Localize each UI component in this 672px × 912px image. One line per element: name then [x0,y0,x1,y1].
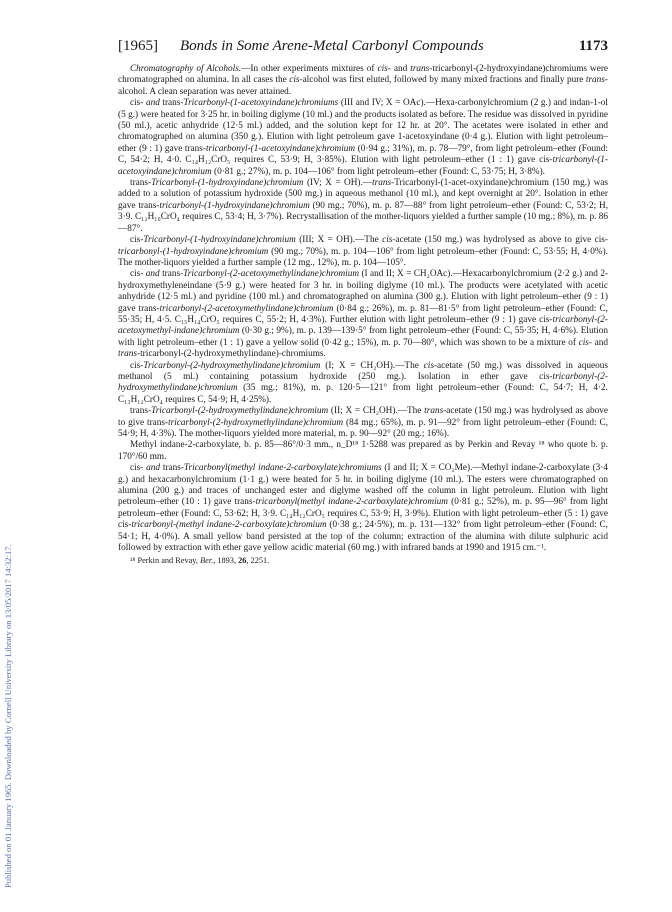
text-run: -acetate (150 mg.) was hydrolysed as above to give cis- [392,235,608,246]
text-run: (I and II; X = CH₂OAc).—Hexacarbonylchromium (2·2 g.) and 2-hydroxymethyleneindane (5·9 g.) were heated for 3 hr. in boiling diglyme (10 ml.). The products were acetylated with acetic anhydride (12·5 ml.) and pyridine (100 ml.) and chromatographed on alumina (300 g.). Elution with light petroleum–ether (9 : 1) gave trans- [118,269,609,314]
italic-text: tricarbonyl-(2-acetoxymethyl-indane)chromium [118,314,608,337]
text-run: -alcohol. A clean separation was never attained. [118,75,608,97]
italic-text: cis [382,235,393,246]
text-run: -acetate (50 mg.) was dissolved in aqueous methanol (5 ml.) containing potassium hydroxide (250 mg.). Isolation in ether gave cis- [118,360,608,382]
text-run: (III; X = OH).—The [295,235,383,246]
text-run: cis- [130,463,147,474]
italic-text: cis- [377,64,391,74]
footnote [118,555,608,566]
italic-text: Chromatography of Alcohols. [130,64,242,74]
italic-text: tricarbonyl-(1-acetoxyindane)chromium [205,143,356,154]
italic-text: tricarbonyl-(1-acetoxyindane)chromium [118,155,608,177]
article-body [118,64,608,567]
paragraph [118,178,608,235]
text-run: (90 mg.; 70%), m. p. 104—106° from light petroleum–ether (Found: C, 53·55; H, 4·0%). The mother-liquors yielded a further sample (12 mg., 12%), m. p. 104—105°. [118,246,608,268]
paragraph [118,361,608,407]
italic-text: and [145,98,160,109]
text-run: cis- [130,360,144,371]
italic-text: tricarbonyl-(1-hydroxyindane)chromium [118,246,269,257]
footnote-volume: 26 [238,556,247,566]
italic-text: tricarbonyl-(2-acetoxymethylindane)chromium [159,303,334,314]
italic-text: cis [289,75,300,86]
text-run: (0·38 g.; 24·5%), m. p. 131—132° from light petroleum–ether (Found: C, 54·1; H, 4·0%). A small yellow band persisted at the top of the column; extraction of the alumina with dilute sulphuric acid followed by extraction with ether gave yellow acidic material (60 mg.) with infrared bands at 1990 and 1915 cm.⁻¹. [118,520,608,554]
text-run: Methyl indane-2-carboxylate, b. p. 85—86°/0·3 mm., n_D¹⁸ 1·5288 was prepared as by Perkin and Revay ¹⁸ who quote b. p. 170°/60 mm. [118,440,608,462]
text-run: (IV; X = OH).— [303,178,373,189]
italic-text: Tricarbonyl-(1-hydroxyindane)chromium [143,235,296,246]
italic-text: Tricarbonyl-(2-acetoxymethylindane)chromium [183,269,360,280]
text-run: -tricarbonyl-(2-hydroxyindane)chromiums were chromatographed on alumina. In all cases the [118,64,609,86]
footnote-pages: , 2251. [246,556,270,566]
italic-text: Tricarbonyl-(2-hydroxymethylindane)chromium [143,360,321,371]
text-run: trans- [130,406,152,417]
paragraph [118,440,608,463]
italic-text: tricarbonyl(methyl indane-2-carboxylate)chromium [255,497,448,508]
italic-text: Tricarbonyl(methyl indane-2-carboxylate)chromiums [183,463,382,474]
footnote-mark: ¹⁸ [130,556,136,566]
italic-text: and [146,463,161,474]
text-run: -acetate (150 mg.) was hydrolysed as above to give trans- [118,406,608,428]
text-run: (35 mg.; 81%), m. p. 120·5—121° from light petroleum–ether (Found: C, 54·7; H, 4·2. C₁₃H₁₂CrO₄ requires C, 54·9; H, 4·25%). [118,383,608,405]
header-title: Bonds in Some Arene-Metal Carbonyl Compounds [180,38,484,54]
italic-text: cis [423,360,434,371]
text-run: cis- [130,235,144,246]
paragraph [118,64,608,98]
footnote-journal: Ber. [200,556,214,566]
text-run: trans- [130,178,152,189]
paragraph [118,98,608,178]
text-run: (0·94 g.; 31%), m. p. 78—79°, from light petroleum–ether (Found: C, 54·2; H, 4·0. C₁₄H₁₂CrO₅ requires C, 53·9; H, 3·85%). Elution with light petroleum–ether (1 : 1) gave cis- [118,143,608,166]
italic-text: Tricarbonyl-(1-acetoxyindane)chromiums [183,98,339,109]
italic-text: tricarbonyl-(methyl indane-2-carboxylate)chromium [131,520,327,531]
italic-text: tricarbonyl-(2-hydroxymethylindane)chromium [118,371,608,394]
text-run: cis- [130,98,146,109]
header-year: [1965] [118,38,158,54]
text-run: cis- [130,269,146,280]
text-run: trans- [159,98,184,109]
text-run: -tricarbonyl-(2-hydroxymethylindane)-chromiums. [137,349,326,360]
text-run: (0·81 g.; 27%), m. p. 104—106° from light petroleum–ether (Found: C, 53·75; H, 3·8%). [211,166,545,177]
italic-text: tricarbonyl-(2-hydroxymethylindane)chromium [168,417,344,428]
italic-text: tricarbonyl-(1-hydroxyindane)chromium [159,200,310,211]
footnote-text: Perkin and Revay, [135,556,201,566]
italic-text: Tricarbonyl-(1-hydroxyindane)chromium [151,178,304,189]
text-run: trans- [159,269,184,280]
running-header [118,38,608,60]
paragraph [118,269,608,360]
italic-text: cis- [578,337,592,348]
page-number: 1173 [578,38,608,54]
download-watermark [0,0,26,912]
text-run: —In other experiments mixtures of [241,64,378,74]
text-run: (0·84 g.; 26%), m. p. 81—81·5° from light petroleum–ether (Found: C, 55·35; H, 4·5. C₁₅H₁₄CrO₅ requires C, 55·2; H, 4·3%). Further elution with light petroleum–ether (9 : 1) gave cis- [118,303,608,325]
text-run: (II; X = CH₂OH).—The [328,406,425,417]
italic-text: Tricarbonyl-(2-hydroxymethylindane)chromium [151,406,329,417]
italic-text: trans [585,75,605,86]
text-run: (III and IV; X = OAc).—Hexa-carbonylchromium (2 g.) and indan-1-ol (5 g.) were heated for 3·25 hr. in boiling diglyme (10 ml.) and the products isolated as before. The residue was dissolved in pyridine (50 ml.), acetic anhydride (12·5 ml.) added, and the solution kept for 12 hr. at 20°. The acetates were isolated in ether and chromatographed on alumina (350 g.). Elution with light petroleum gave 1-acetoxyindane (0·4 g.). Elution with light petroleum–ether (9 : 1) gave trans- [118,98,608,154]
italic-text: trans [424,406,444,417]
paragraph [118,235,608,269]
text-run: (84 mg.; 65%), m. p. 91—92° from light petroleum–ether (Found: C, 54·9; H, 4·3%). The mother-liquors yielded more material, m. p. 90—92° (20 mg.; 16%). [118,417,608,439]
text-run: (90 mg.; 70%), m. p. 87—88° from light petroleum–ether (Found: C, 53·2; H, 3·9. C₁₂H₁₀CrO₄ requires C, 53·4; H, 3·7%). Recrystallisation of the mother-liquors yielded a further sample (10 mg.; 8%), m. p. 86—87°. [118,200,609,234]
paragraph [118,406,608,440]
paragraph [118,463,608,554]
text-run: (0·30 g.; 9%), m. p. 139—139·5° from light petroleum–ether (Found: C, 55·35; H, 4·6%). Elution with light petroleum–ether (1 : 1) gave a yellow solid (0·42 g.; 15%), m. p. 70—80°, which was shown to be a mixture of [118,326,608,348]
text-run: (I and II; X = CO₂Me).—Methyl indane-2-carboxylate (3·4 g.) and hexacarbonylchromium (1·1 g.) were heated for 5 hr. in boiling diglyme (10 ml.). The esters were chromatographed on alumina (200 g.) and traces of unchanged ester and diglyme washed off the column in light petroleum. Elution with light petroleum–ether (10 : 1) gave trans- [118,463,608,508]
italic-text: trans [372,178,392,189]
italic-text: trans [118,349,138,360]
text-run: -alcohol was first eluted, followed by many mixed fractions and finally pure [299,75,586,86]
text-run: -Tricarbonyl-(1-acet-oxyindane)chromium (150 mg.) was added to a solution of potassium hydroxide (500 mg.) in aqueous methanol (10 ml.), and kept overnight at 20°. Isolation in ether gave trans- [118,178,609,211]
text-run: and [390,64,411,74]
download-notice: Published on 01 January 1965. Downloaded by Cornell University Library on 13/05/2017 14:32:17. [3,544,13,888]
italic-text: and [145,269,160,280]
text-run: (I; X = CH₂OH).—The [320,360,424,371]
text-run: trans- [160,463,184,474]
italic-text: trans [410,64,430,74]
text-run: (0·81 g.; 52%), m. p. 95—96° from light petroleum–ether (Found: C, 53·62; H, 3·9. C₁₄H₁₂CrO₅ requires C, 53·9; H, 3·9%). Elution with light petroleum–ether (5 : 1) gave cis- [118,497,608,531]
footnote-rest: , 1893, [213,556,239,566]
text-run: and [591,337,608,348]
